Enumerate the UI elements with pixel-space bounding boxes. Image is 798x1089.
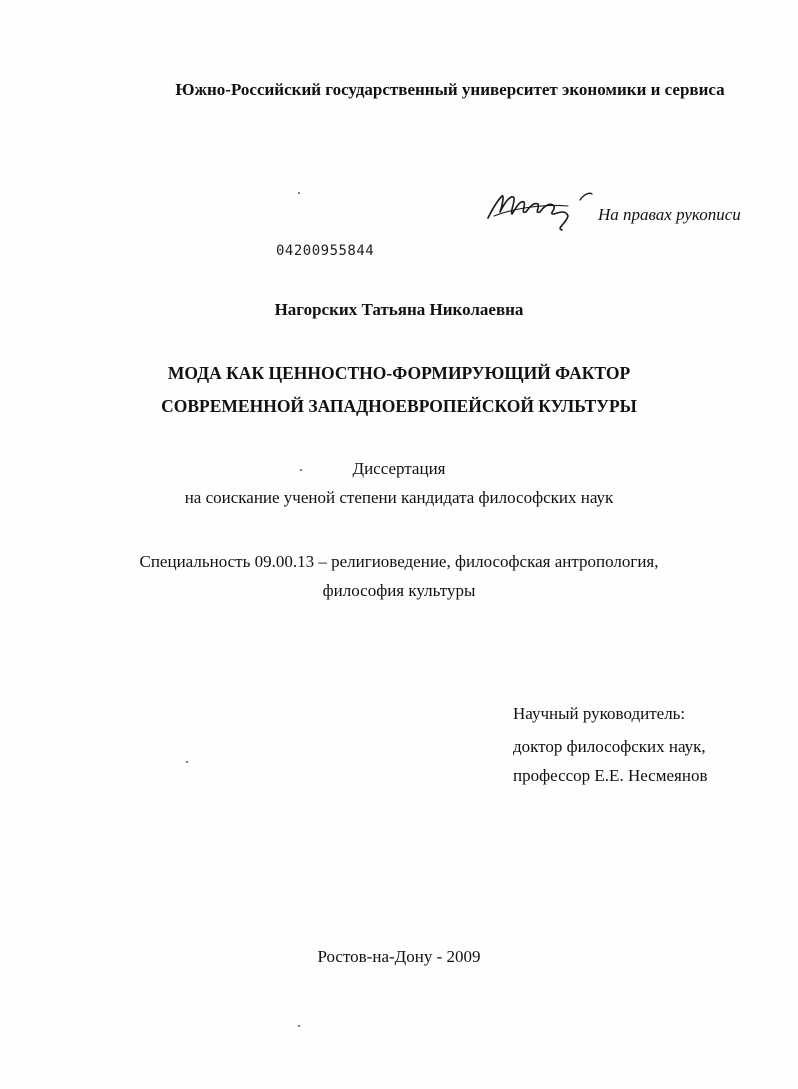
advisor-degree: доктор философских наук, <box>513 737 706 756</box>
scan-speck <box>186 761 188 763</box>
scan-speck <box>298 192 300 194</box>
specialty-line-2: философия культуры <box>322 581 476 600</box>
university-name: Южно-Российский государственный университет экономики и сервиса <box>175 80 725 99</box>
dissertation-title-line-2: СОВРЕМЕННОЙ ЗАПАДНОЕВРОПЕЙСКОЙ КУЛЬТУРЫ <box>161 396 637 416</box>
signature-icon <box>484 186 594 236</box>
manuscript-note: На правах рукописи <box>598 205 741 224</box>
scan-speck <box>298 1025 300 1027</box>
degree-sought: на соискание ученой степени кандидата философских наук <box>184 488 614 507</box>
work-type: Диссертация <box>352 459 446 478</box>
author-name: Нагорских Татьяна Николаевна <box>274 300 524 319</box>
dissertation-title-line-1: МОДА КАК ЦЕННОСТНО-ФОРМИРУЮЩИЙ ФАКТОР <box>167 363 631 383</box>
inventory-number: 04200955844 <box>276 243 375 259</box>
scan-speck <box>300 469 302 471</box>
advisor-label: Научный руководитель: <box>513 704 686 723</box>
city-year: Ростов-на-Дону - 2009 <box>317 947 481 966</box>
specialty-line-1: Специальность 09.00.13 – религиоведение, философская антропология, <box>139 552 659 571</box>
advisor-name: профессор Е.Е. Несмеянов <box>513 766 708 785</box>
